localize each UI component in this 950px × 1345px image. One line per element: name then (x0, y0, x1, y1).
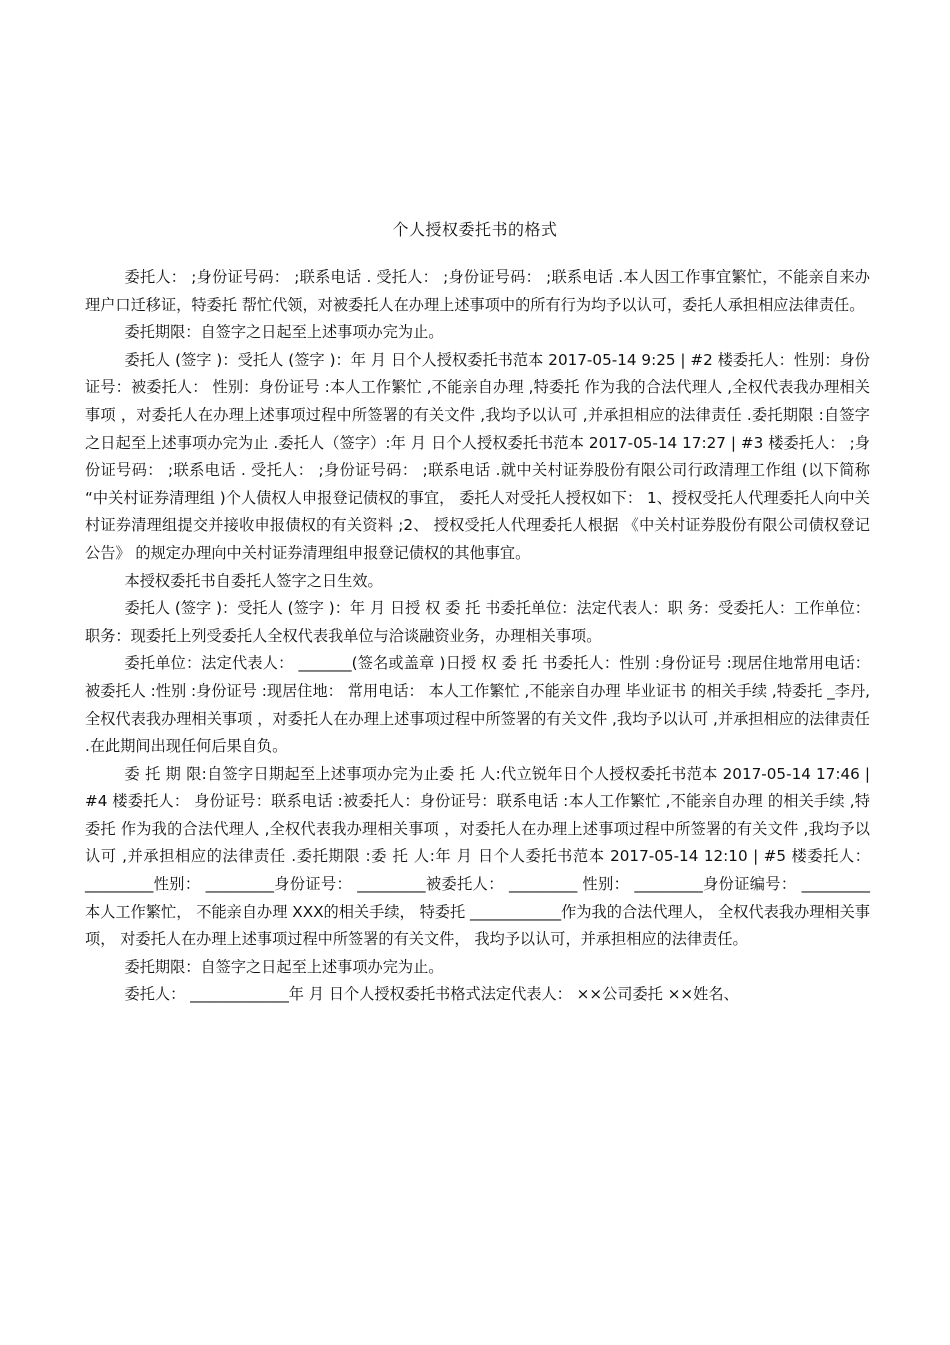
paragraph-8: 委托期限：自签字之日起至上述事项办完为止。 (124, 957, 444, 976)
paragraph-5: 委托人 (签字 )：受托人 (签字 )：年 月 日授 权 委 托 书委托单位：法定代表人：职 务：受委托人：工作单位：职务：现委托上列受委托人全权代表我单位与洽谈融资业务，办理相关事项。 (85, 599, 870, 645)
paragraph-9: 委托人： _____________年 月 日个人授权委托书格式法定代表人： ××公司委托 ××姓名、 (124, 985, 739, 1004)
paragraph-2: 委托期限：自签字之日起至上述事项办完为止。 (124, 323, 444, 342)
paragraph-6: 委托单位：法定代表人： _______(签名或盖章 )日授 权 委 托 书委托人：性别 :身份证号 :现居住地常用电话： 被委托人 :性别 :身份证号 :现居住地： 常用电话： 本人工作繁忙 ,不能亲自办理 毕业证书 的相关手续 ,特委托 _李丹,全权代表我办理相关事项 ，对委托人在办理上述事项过程中所签署的有关文件 ,我均予以认可 ,并承担相应的法律责任 .在此期间出现任何后果自负。 (85, 654, 870, 756)
document-title: 个人授权委托书的格式 (392, 220, 558, 239)
paragraph-1: 委托人： ;身份证号码： ;联系电话 . 受托人： ;身份证号码： ;联系电话 .本人因工作事宜繁忙，不能亲自来办理户口迁移证，特委托 帮忙代领，对被委托人在办理上述事项中的所有行为均予以认可，委托人承担相应法律责任。 (85, 268, 870, 314)
document-body (85, 264, 870, 1009)
paragraph-3: 委托人 (签字 )：受托人 (签字 )：年 月 日个人授权委托书范本 2017-05-14 9:25 | #2 楼委托人：性别：身份证号：被委托人： 性别：身份证号 :本人工作繁忙 ,不能亲自办理 ,特委托 作为我的合法代理人 ,全权代表我办理相关事项 ，对委托人在办理上述事项过程中所签署的有关文件 ,我均予以认可 ,并承担相应的法律责任 .委托期限 :自签字之日起至上述事项办完为止 .委托人（签字）:年 月 日个人授权委托书范本 2017-05-14 17:27 | #3 楼委托人： ;身份证号码： ;联系电话 . 受托人： ;身份证号码： ;联系电话 .就中关村证券股份有限公司行政清理工作组 (以下简称 “中关村证券清理组 )个人债权人申报登记债权的事宜， 委托人对受托人授权如下： 1、授权受托人代理委托人向中关村证券清理组提交并接收申报债权的有关资料 ;2、 授权受托人代理委托人根据 《中关村证券股份有限公司债权登记公告》 的规定办理向中关村证券清理组申报登记债权的其他事宜。 (85, 350, 870, 562)
paragraph-7: 委 托 期 限:自签字日期起至上述事项办完为止委 托 人:代立锐年日个人授权委托书范本 2017-05-14 17:46 | #4 楼委托人： 身份证号：联系电话 :被委托人：身份证号：联系电话 :本人工作繁忙 ,不能亲自办理 的相关手续 ,特委托 作为我的合法代理人 ,全权代表我办理相关事项 ，对委托人在办理上述事项过程中所签署的有关文件 ,我均予以认可 ,并承担相应的法律责任 .委托期限 :委 托 人:年 月 日个人委托书范本 2017-05-14 12:10 | #5 楼委托人： _________性别： _________身份证号： _________被委托人： _________ 性别： _________身份证编号： _________本人工作繁忙， 不能亲自办理 XXX的相关手续， 特委托 ____________作为我的合法代理人， 全权代表我办理相关事项， 对委托人在办理上述事项过程中所签署的有关文件， 我均予以认可，并承担相应的法律责任。 (85, 764, 870, 949)
paragraph-4: 本授权委托书自委托人签字之日生效。 (124, 571, 383, 590)
